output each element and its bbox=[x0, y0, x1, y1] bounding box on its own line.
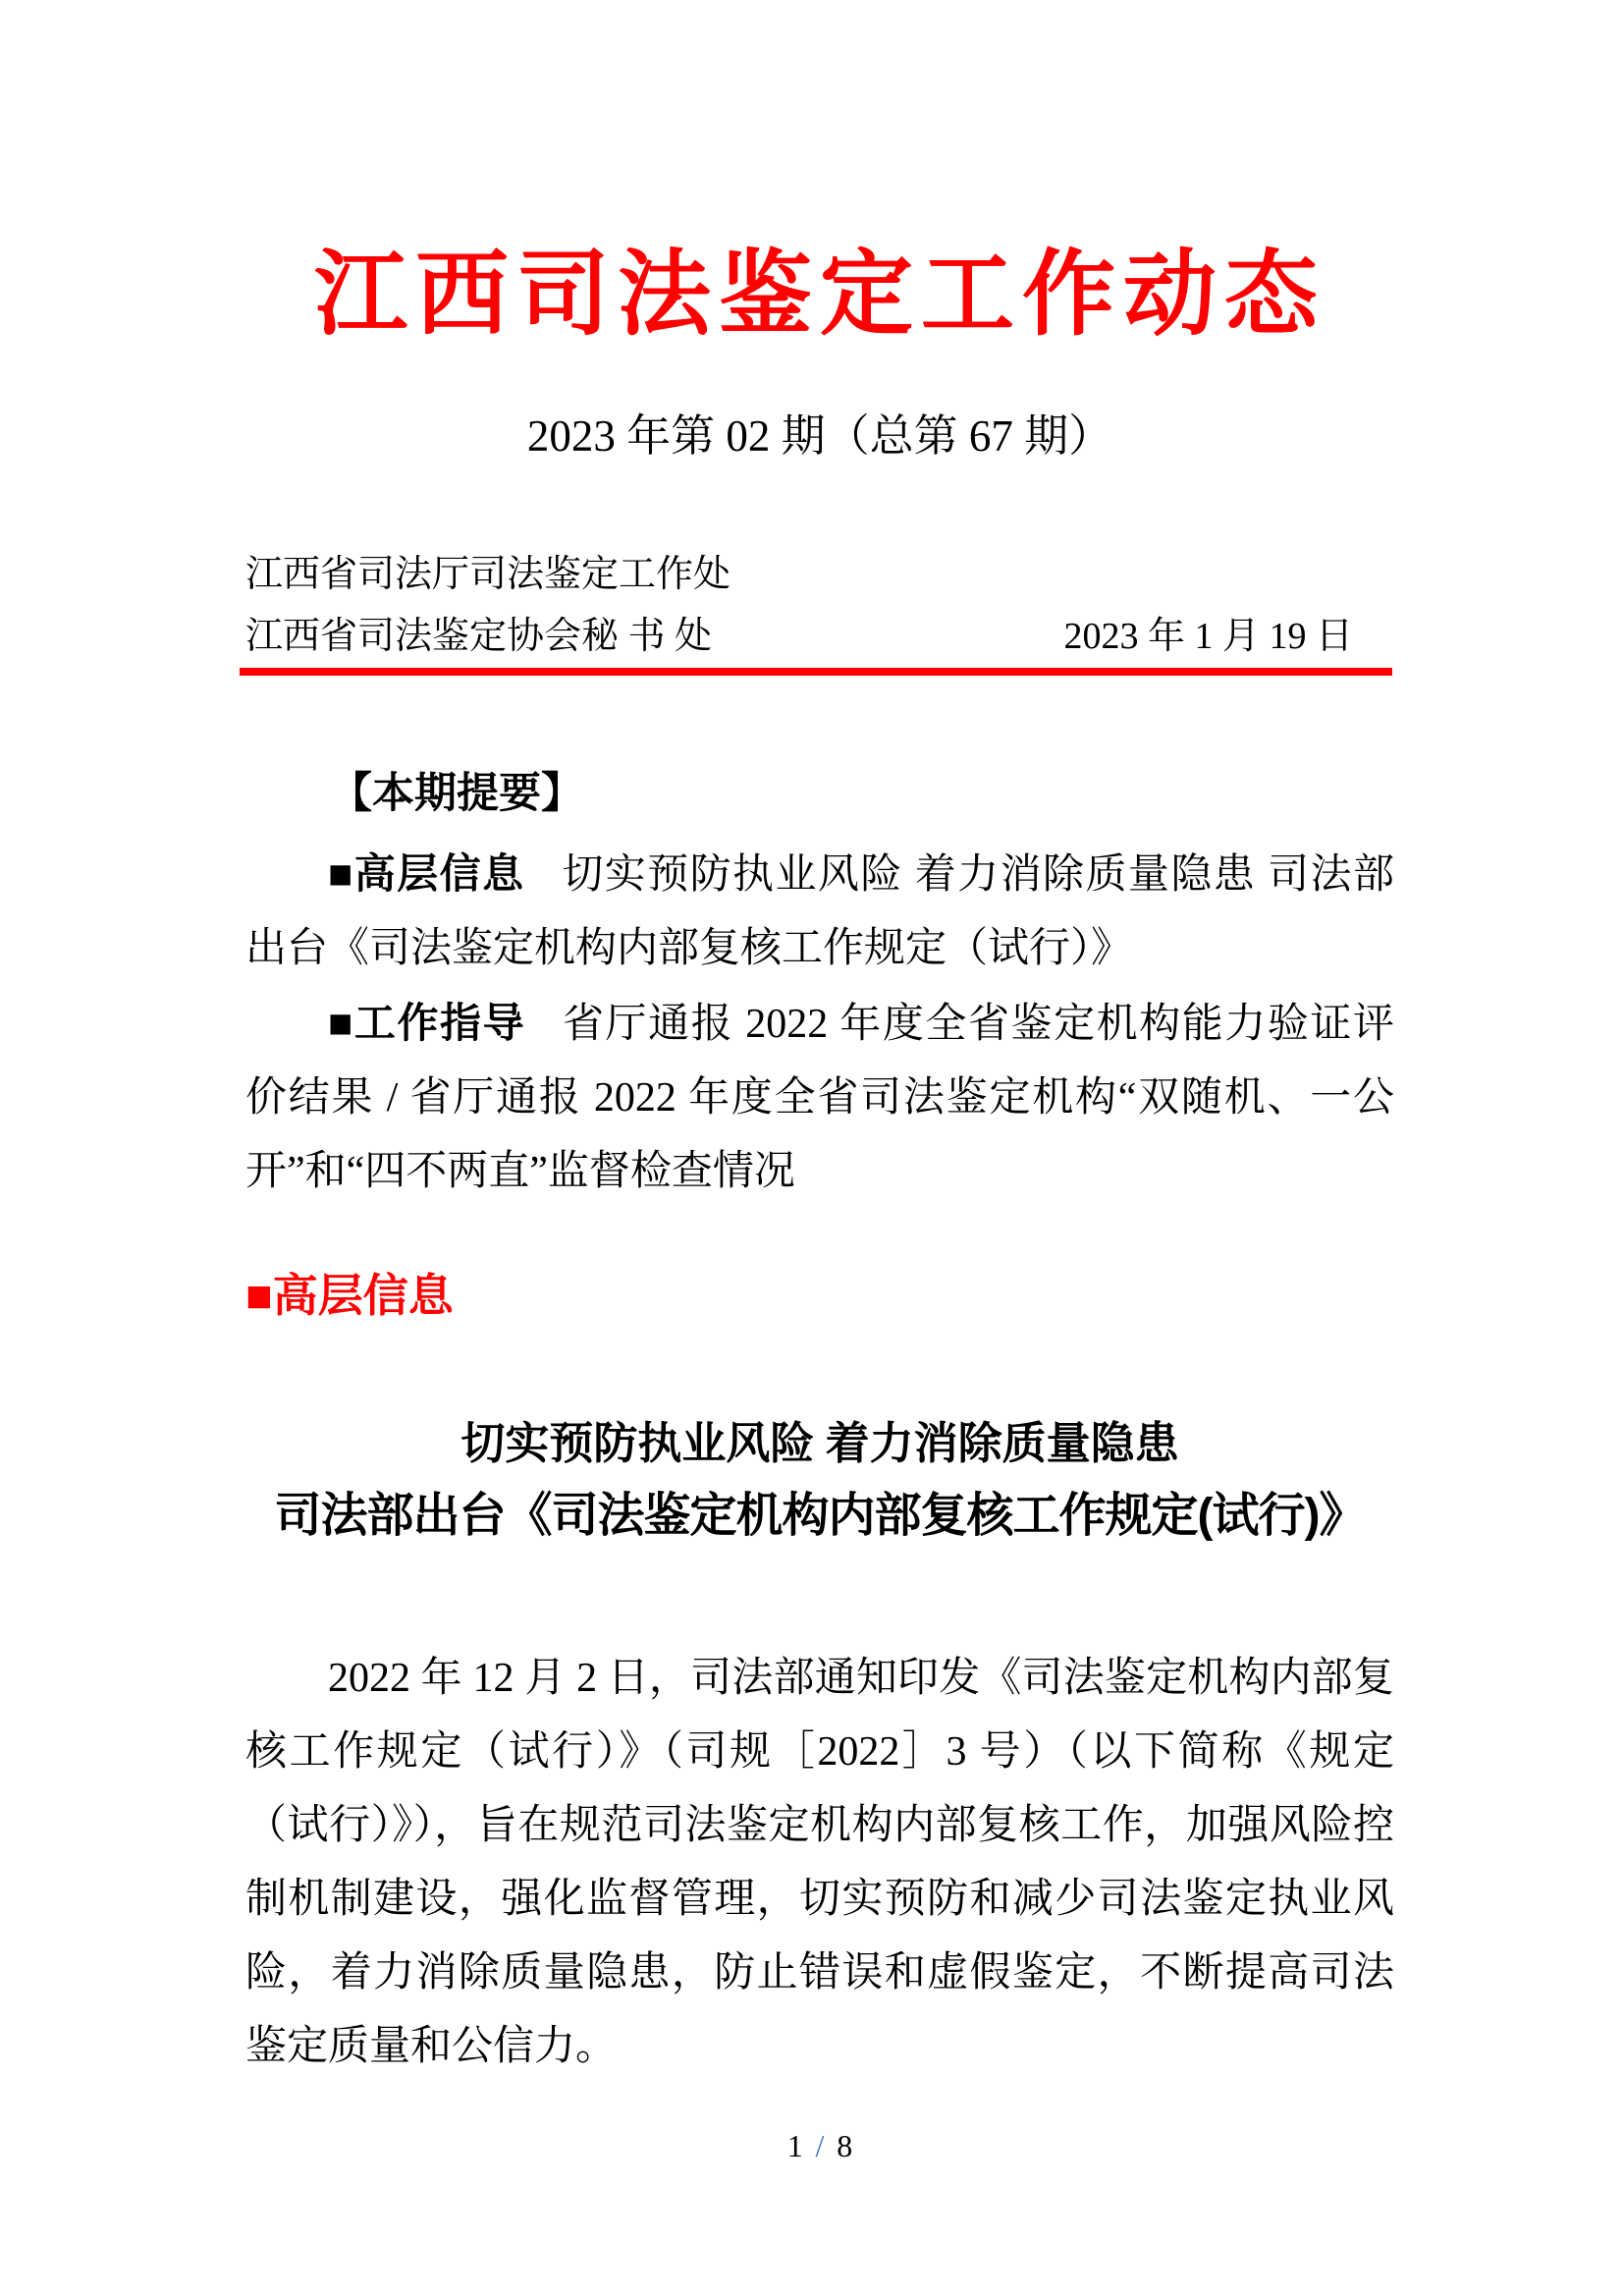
section-heading-high-level-info: ■高层信息 bbox=[245, 1270, 454, 1321]
org-row-2 bbox=[245, 606, 1394, 668]
digest-item-work-guidance bbox=[245, 986, 1394, 1209]
issue-line: 2023 年第 02 期（总第 67 期） bbox=[526, 411, 1113, 461]
page-footer bbox=[245, 2127, 1394, 2164]
digest-item-label: ■工作指导 bbox=[328, 1000, 526, 1046]
article-body-paragraph: 2022 年 12 月 2 日，司法部通知印发《司法鉴定机构内部复核工作规定（试行）》（司规［2022］3 号）（以下简称《规定（试行）》），旨在规范司法鉴定机构内部复核工作，加强风险控制机制建设，强化监督管理，切实预防和减少司法鉴定执业风险，着力消除质量隐患，防止错误和虚假鉴定，不断提高司法鉴定质量和公信力。 bbox=[245, 1656, 1394, 2069]
article-headline-line-1: 切实预防执业风险 着力消除质量隐患 bbox=[460, 1419, 1179, 1468]
digest-item-high-level bbox=[245, 837, 1394, 986]
org-line-2: 江西省司法鉴定协会秘 书 处 bbox=[245, 616, 713, 657]
digest-item-text: 省厅通报 2022 年度全省鉴定机构能力验证评价结果 / 省厅通报 2022 年度全省司法鉴定机构“双随机、一公开”和“四不两直”监督检查情况 bbox=[245, 1002, 1394, 1194]
digest-item-label: ■高层信息 bbox=[328, 850, 525, 897]
digest-heading: 【本期提要】 bbox=[330, 770, 583, 817]
red-divider-rule bbox=[240, 668, 1392, 676]
digest-item-text: 切实预防执业风险 着力消除质量隐患 司法部出台《司法鉴定机构内部复核工作规定（试行）》 bbox=[245, 852, 1394, 971]
org-block bbox=[245, 544, 1394, 668]
issue-date: 2023 年 1 月 19 日 bbox=[1063, 616, 1353, 657]
org-row-1 bbox=[245, 544, 1394, 606]
page-number-separator: / bbox=[815, 2128, 825, 2163]
masthead-title: 江西司法鉴定工作动态 bbox=[313, 243, 1325, 347]
page-number-current: 1 bbox=[786, 2128, 803, 2163]
org-line-1: 江西省司法厅司法鉴定工作处 bbox=[245, 554, 731, 595]
article-headline-line-2: 司法部出台《司法鉴定机构内部复核工作规定(试行)》 bbox=[274, 1490, 1366, 1542]
page-number-total: 8 bbox=[837, 2128, 853, 2163]
